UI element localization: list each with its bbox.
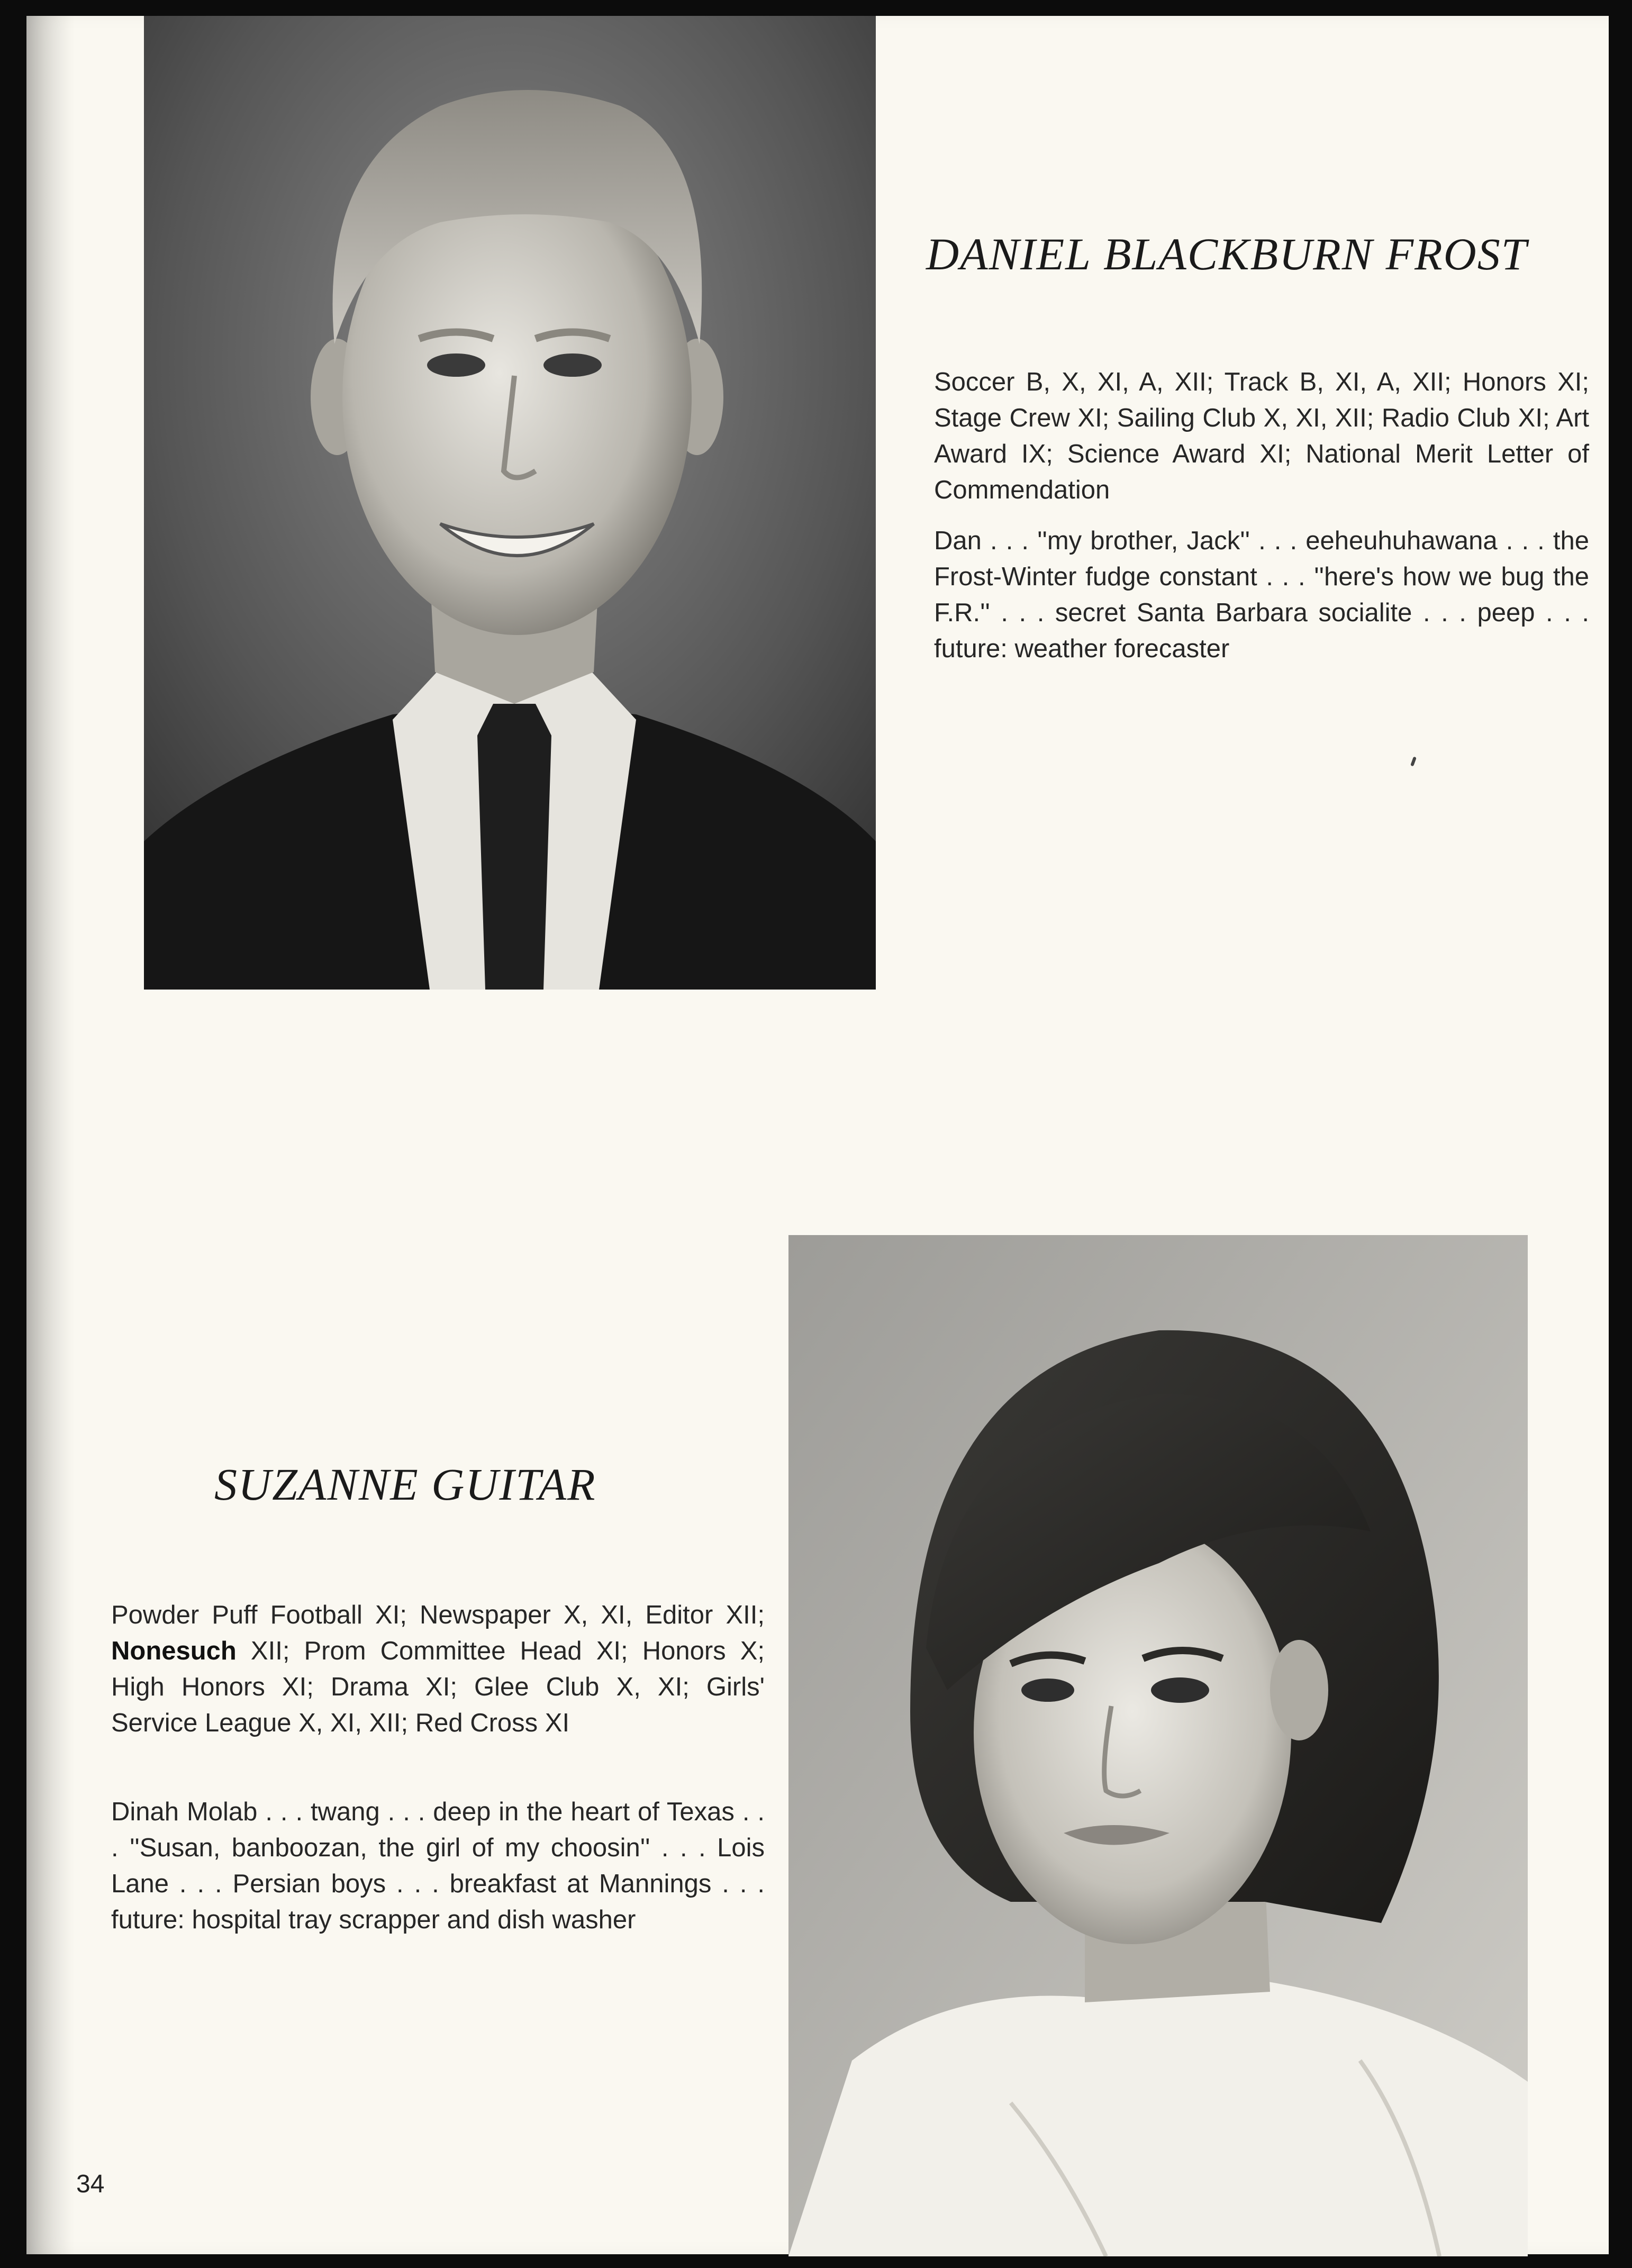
activities-bold-text: Nonesuch [111,1637,237,1665]
student-activities [111,1597,765,1741]
print-speck [1410,757,1417,767]
activities-text: Powder Puff Football XI; Newspaper X, XI, Editor XII; [111,1601,765,1629]
yearbook-page [26,16,1609,2254]
page-number: 34 [76,2170,105,2198]
portrait-photo-suzanne-guitar [788,1235,1528,2256]
student-quote: Dinah Molab . . . twang . . . deep in the heart of Texas . . . ''Susan, banboozan, the girl of my choosin'' . . . Lois Lane . . . Persian boys . . . breakfast at Mannings . . . future: hospital tray scrapper and dish washer [111,1798,765,1934]
student-name: SUZANNE GUITAR [214,1459,596,1510]
activities-text: XII; Prom Committee Head XI; Honors X; High Honors XI; Drama XI; Glee Club X, XI; Girls' Service League X, XI, XII; Red Cross XI [111,1637,765,1737]
student-activities: Soccer B, X, XI, A, XII; Track B, XI, A, XII; Honors XI; Stage Crew XI; Sailing Club X, XI, XII; Radio Club XI; Art Award IX; Science Award XI; National Merit Letter of Commendation [934,368,1589,504]
binding-shadow [26,16,74,2254]
portrait-photo-daniel-frost [144,16,876,990]
student-name: DANIEL BLACKBURN FROST [926,229,1528,279]
student-quote: Dan . . . ''my brother, Jack'' . . . eeheuhuhawana . . . the Frost-Winter fudge constant . . . ''here's how we bug the F.R.'' . . . secret Santa Barbara socialite . . . peep . . . future: weather forecaster [934,527,1589,663]
